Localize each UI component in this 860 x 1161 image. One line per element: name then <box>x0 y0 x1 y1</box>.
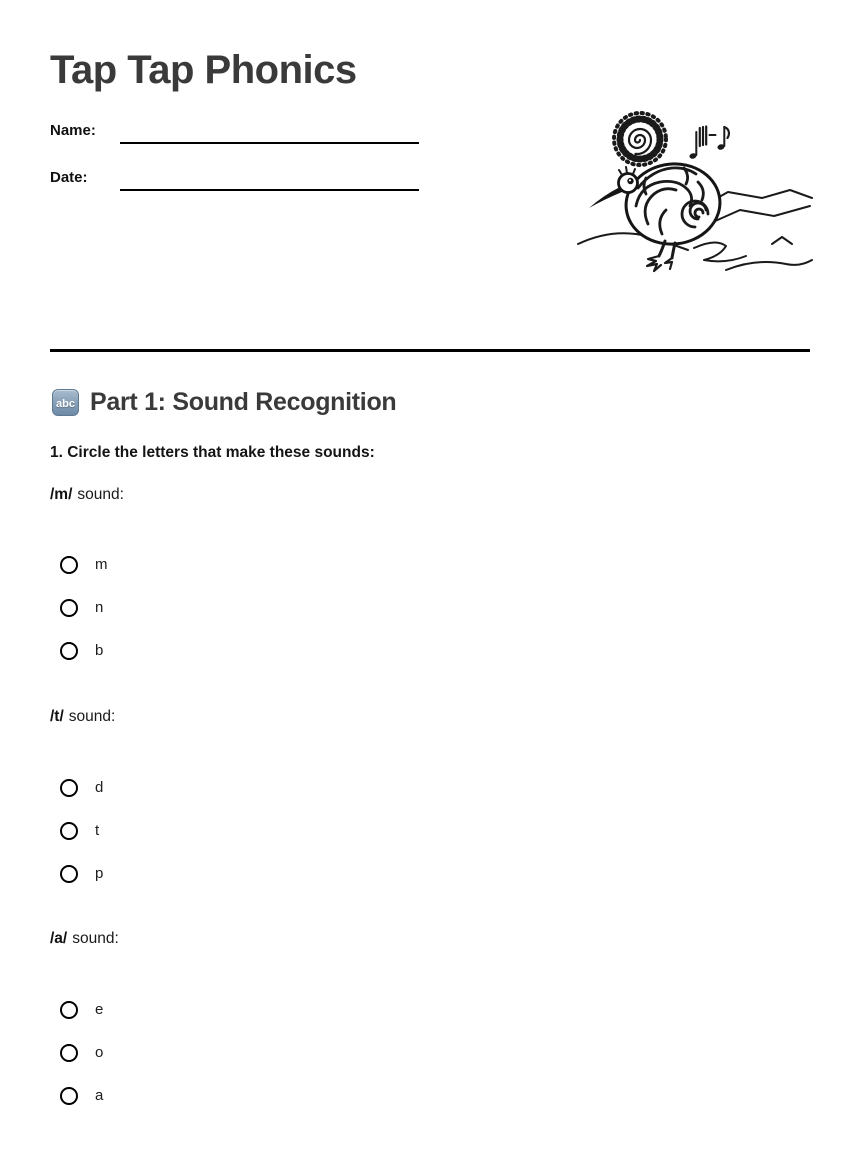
options-group-m <box>50 553 108 682</box>
option-letter-label: a <box>95 1087 104 1104</box>
radio-circle[interactable] <box>60 642 78 660</box>
section-heading <box>52 388 396 417</box>
sound-label-m <box>50 486 124 504</box>
abc-input-icon: abc <box>52 389 79 416</box>
phoneme-label: /m/ <box>50 486 73 503</box>
sound-word: sound: <box>72 930 119 947</box>
section-divider <box>50 349 810 352</box>
name-label: Name: <box>50 122 96 139</box>
spiral-sun-icon <box>614 113 666 165</box>
radio-option-row[interactable] <box>50 1084 103 1107</box>
page-title: Tap Tap Phonics <box>50 48 357 92</box>
radio-circle[interactable] <box>60 599 78 617</box>
options-group-a <box>50 998 103 1127</box>
radio-option-row[interactable] <box>50 862 103 885</box>
radio-circle[interactable] <box>60 822 78 840</box>
option-letter-label: d <box>95 779 104 796</box>
music-notes-icon <box>689 127 729 160</box>
name-input-line[interactable] <box>120 142 419 144</box>
radio-circle[interactable] <box>60 1001 78 1019</box>
radio-option-row[interactable] <box>50 776 103 799</box>
radio-option-row[interactable] <box>50 998 103 1021</box>
radio-option-row[interactable] <box>50 553 108 576</box>
option-letter-label: b <box>95 642 104 659</box>
option-letter-label: p <box>95 865 104 882</box>
option-letter-label: e <box>95 1001 104 1018</box>
phoneme-label: /t/ <box>50 708 64 725</box>
option-letter-label: m <box>95 556 108 573</box>
radio-circle[interactable] <box>60 1087 78 1105</box>
sound-label-a <box>50 930 119 948</box>
option-letter-label: o <box>95 1044 104 1061</box>
radio-option-row[interactable] <box>50 639 108 662</box>
section-title: Part 1: Sound Recognition <box>90 388 397 416</box>
radio-option-row[interactable] <box>50 819 103 842</box>
options-group-t <box>50 776 103 905</box>
radio-circle[interactable] <box>60 556 78 574</box>
phoneme-label: /a/ <box>50 930 68 947</box>
radio-option-row[interactable] <box>50 596 108 619</box>
radio-option-row[interactable] <box>50 1041 103 1064</box>
radio-circle[interactable] <box>60 865 78 883</box>
radio-circle[interactable] <box>60 779 78 797</box>
option-letter-label: n <box>95 599 104 616</box>
question-text: 1. Circle the letters that make these sounds: <box>50 444 375 461</box>
kiwi-illustration <box>576 98 813 276</box>
option-letter-label: t <box>95 822 100 839</box>
sound-word: sound: <box>77 486 124 503</box>
date-input-line[interactable] <box>120 189 419 191</box>
kiwi-bird <box>589 159 724 271</box>
sound-word: sound: <box>68 708 116 725</box>
date-label: Date: <box>50 169 88 186</box>
sound-label-t <box>50 708 115 726</box>
radio-circle[interactable] <box>60 1044 78 1062</box>
